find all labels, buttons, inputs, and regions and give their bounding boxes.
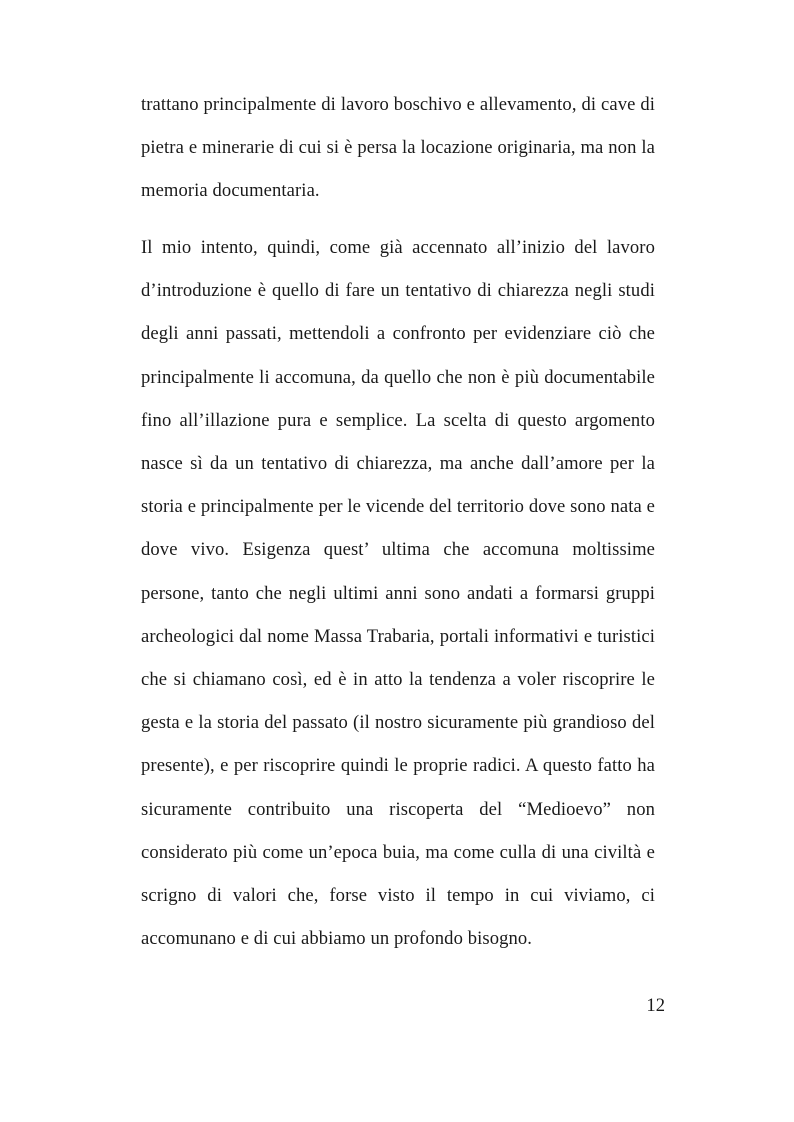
paragraph-intent: Il mio intento, quindi, come già accennato all’inizio del lavoro d’introduzione è quello di fare un tentativo di chiarezza negli studi degli anni passati, mettendoli a confronto per evidenziare ciò che principalmente li accomuna, da quello che non è più documentabile fino all’illazione pura e semplice. La scelta di questo argomento nasce sì da un tentativo di chiarezza, ma anche dall’amore per la storia e principalmente per le vicende del territorio dove sono nata e dove vivo. Esigenza quest’ ultima che accomuna moltissime persone, tanto che negli ultimi anni sono andati a formarsi gruppi archeologici dal nome Massa Trabaria, portali informativi e turistici che si chiamano così, ed è in atto la tendenza a voler riscoprire le gesta e la storia del passato (il nostro sicuramente più grandioso del presente), e per riscoprire quindi le proprie radici. A questo fatto ha sicuramente contribuito una riscoperta del “Medioevo” non considerato più come un’epoca buia, ma come culla di una civiltà e scrigno di valori che, forse visto il tempo in cui viviamo, ci accomunano e di cui abbiamo un profondo bisogno. [141, 237, 655, 950]
page-number: 12 [646, 995, 665, 1016]
paragraph-continuation: trattano principalmente di lavoro boschivo e allevamento, di cave di pietra e minerarie di cui si è persa la locazione originaria, ma non la memoria documentaria. [141, 94, 655, 202]
